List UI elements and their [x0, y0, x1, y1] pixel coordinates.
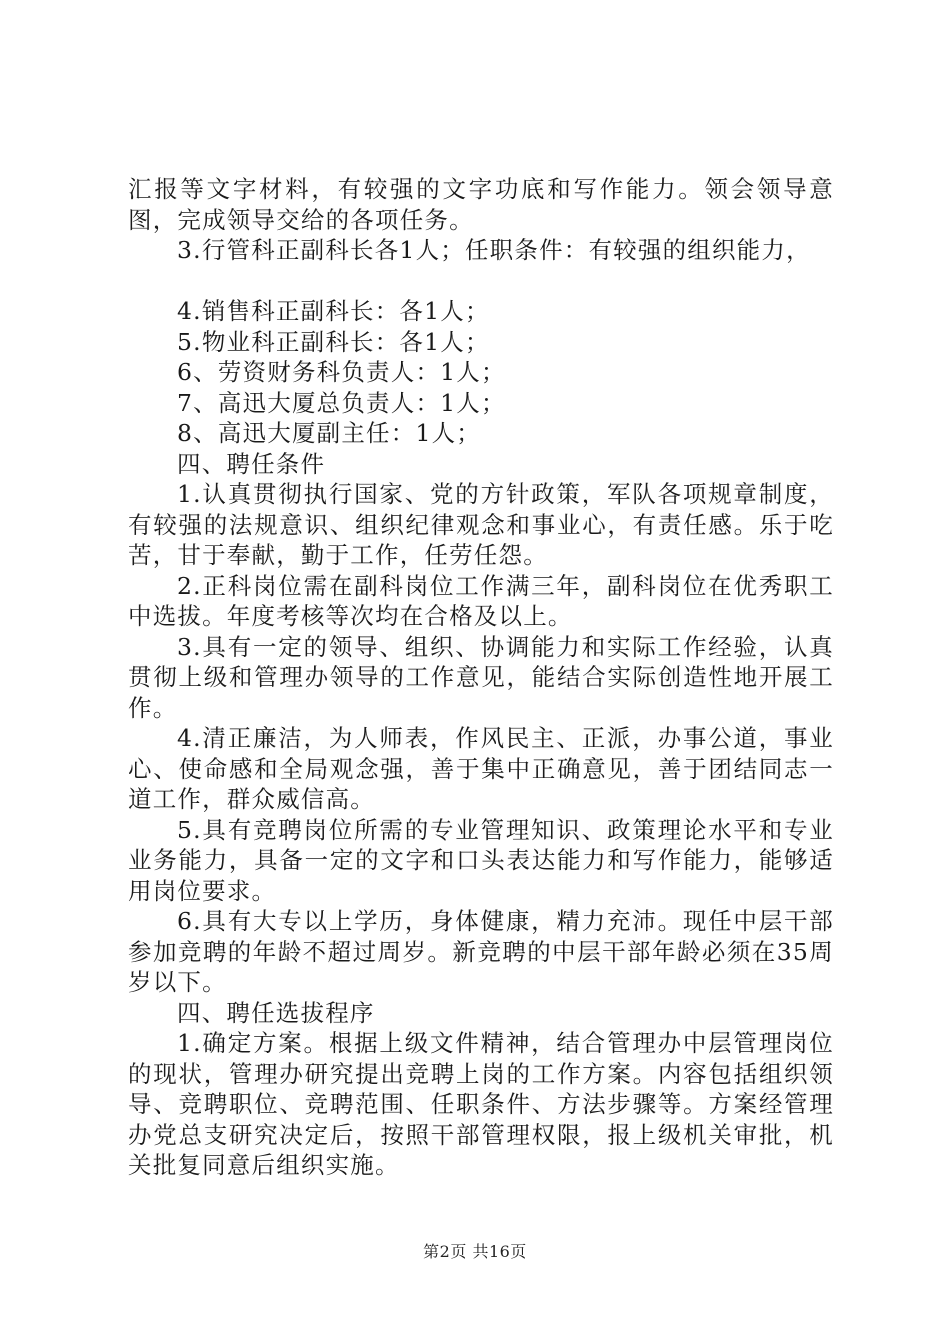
paragraph: 4.销售科正副科长：各1人；	[177, 297, 490, 325]
paragraph: 汇报等文字材料，有较强的文字功底和写作能力。领会领导意图，完成领导交给的各项任务。	[128, 175, 834, 234]
page-number-footer: 第2页 共16页	[423, 1242, 527, 1261]
paragraph: 5.具有竞聘岗位所需的专业管理知识、政策理论水平和专业业务能力，具备一定的文字和口头表达能力和写作能力，能够适用岗位要求。	[128, 815, 834, 905]
section-heading: 四、聘任条件	[177, 449, 326, 478]
paragraph: 7、高迅大厦总负责人：1人；	[177, 388, 506, 417]
document-body	[128, 174, 834, 1181]
paragraph: 1.确定方案。根据上级文件精神，结合管理办中层管理岗位的现状，管理办研究提出竞聘上岗的工作方案。内容包括组织领导、竞聘职位、竞聘范围、任职条件、方法步骤等。方案经管理办党总支研究决定后，按照干部管理权限，报上级机关审批，机关批复同意后组织实施。	[128, 1029, 834, 1179]
paragraph: 2.正科岗位需在副科岗位工作满三年，副科岗位在优秀职工中选拔。年度考核等次均在合格及以上。	[128, 571, 834, 630]
blank-line	[128, 266, 834, 297]
paragraph: 4.清正廉洁，为人师表，作风民主、正派，办事公道，事业心、使命感和全局观念强，善于集中正确意见，善于团结同志一道工作，群众威信高。	[128, 724, 834, 813]
paragraph: 8、高迅大厦副主任：1人；	[177, 419, 482, 447]
section-heading: 四、聘任选拔程序	[177, 998, 375, 1027]
paragraph: 6.具有大专以上学历，身体健康，精力充沛。现任中层干部参加竞聘的年龄不超过周岁。新竞聘的中层干部年龄必须在35周岁以下。	[128, 907, 834, 996]
paragraph: 3.具有一定的领导、组织、协调能力和实际工作经验，认真贯彻上级和管理办领导的工作意见，能结合实际创造性地开展工作。	[128, 632, 834, 722]
paragraph: 1.认真贯彻执行国家、党的方针政策，军队各项规章制度，有较强的法规意识、组织纪律观念和事业心，有责任感。乐于吃苦，甘于奉献，勤于工作，任劳任怨。	[128, 480, 834, 569]
paragraph: 6、劳资财务科负责人：1人；	[177, 358, 506, 386]
paragraph: 3.行管科正副科长各1人；任职条件：有较强的组织能力，	[177, 236, 811, 264]
paragraph: 5.物业科正副科长：各1人；	[177, 327, 490, 356]
